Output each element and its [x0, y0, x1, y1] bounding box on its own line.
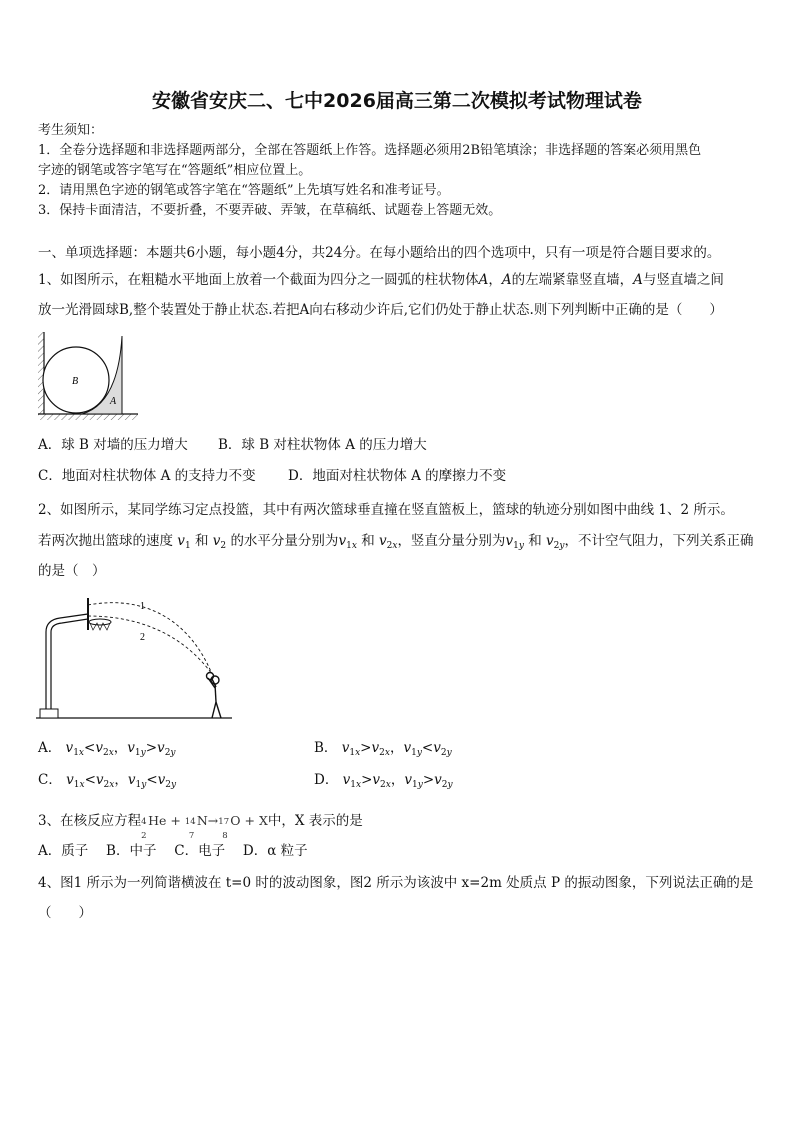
q1-figure [38, 330, 146, 420]
q2-stem-line2: 若两次抛出篮球的速度 $v_1$ 和 $v_2$ 的水平分量分别为$v_{1x}$ 和 $v_{2x}$，竖直分量分别为$v_{1y}$ 和 $v_{2y}$，不计空气阻力，下列关系正确 [38, 533, 754, 551]
notice-item: 字迹的钢笔或答字笔写在“答题纸”相应位置上。 [38, 163, 312, 178]
notice-item: 1．全卷分选择题和非选择题两部分，全部在答题纸上作答。选择题必须用2B铅笔填涂；非选择题的答案必须用黑色 [38, 143, 702, 158]
q4-stem-line2: （ ） [38, 905, 92, 921]
page-title: 安徽省安庆二、七中2026届高三第二次模拟考试物理试卷 [152, 90, 642, 112]
notice-item: 3．保持卡面清洁，不要折叠，不要弄破、弄皱，在草稿纸、试题卷上答题无效。 [38, 203, 502, 218]
q2-option-b: B． $v_{1x}>v_{2x}$，$v_{1y}<v_{2y}$ [314, 740, 452, 758]
q2-stem-line1: 2、如图所示，某同学练习定点投篮，其中有两次篮球垂直撞在竖直篮板上，篮球的轨迹分别如图中曲线 1、2 所示。 [38, 502, 734, 518]
block-a-label: A [110, 396, 117, 407]
ball-b-label: B [72, 376, 79, 387]
q2-figure [36, 592, 236, 722]
section-heading: 一、单项选择题：本题共6小题，每小题4分，共24分。在每小题给出的四个选项中，只有一项是符合题目要求的。 [38, 245, 721, 261]
notice-item: 2．请用黑色字迹的钢笔或答字笔在“答题纸”上先填写姓名和准考证号。 [38, 183, 450, 198]
curve-2-label: 2 [140, 632, 145, 643]
q1-option-d: D．地面对柱状物体 A 的摩擦力不变 [288, 468, 507, 484]
q2-option-d: D． $v_{1x}>v_{2x}$，$v_{1y}>v_{2y}$ [314, 772, 453, 790]
q2-option-a: A． $v_{1x}<v_{2x}$，$v_{1y}>v_{2y}$ [38, 740, 176, 758]
q1-stem-line1: 1、如图所示，在粗糙水平地面上放着一个截面为四分之一圆弧的柱状物体A，A的左端紧靠竖直墙，A与竖直墙之间 [38, 272, 724, 288]
curve-1-label: 1 [140, 601, 145, 612]
q2-option-c: C． $v_{1x}<v_{2x}$，$v_{1y}<v_{2y}$ [38, 772, 177, 790]
q3-options: A．质子 B．中子 C．电子 D．α 粒子 [38, 843, 308, 859]
q1-option-b: B．球 B 对柱状物体 A 的压力增大 [218, 437, 427, 453]
q1-option-a: A．球 B 对墙的压力增大 [38, 437, 188, 453]
q1-option-c: C．地面对柱状物体 A 的支持力不变 [38, 468, 256, 484]
notice-heading: 考生须知： [38, 123, 104, 138]
q4-stem-line1: 4、图1 所示为一列简谐横波在 t=0 时的波动图象，图2 所示为该波中 x=2m 处质点 P 的振动图象，下列说法正确的是 [38, 875, 754, 891]
q1-stem-line2: 放一光滑圆球B,整个装置处于静止状态.若把A向右移动少许后,它们仍处于静止状态.则下列判断中正确的是（ ） [38, 302, 723, 318]
q2-stem-line3: 的是（ ） [38, 563, 106, 579]
nuclear-equation: 4 2 He + 14 7 N→ 17 8 O + X [141, 813, 268, 841]
q3-stem: 3、在核反应方程 4 2 He + 14 7 N→ 17 8 O + X中，X 表示的是 [38, 813, 363, 841]
